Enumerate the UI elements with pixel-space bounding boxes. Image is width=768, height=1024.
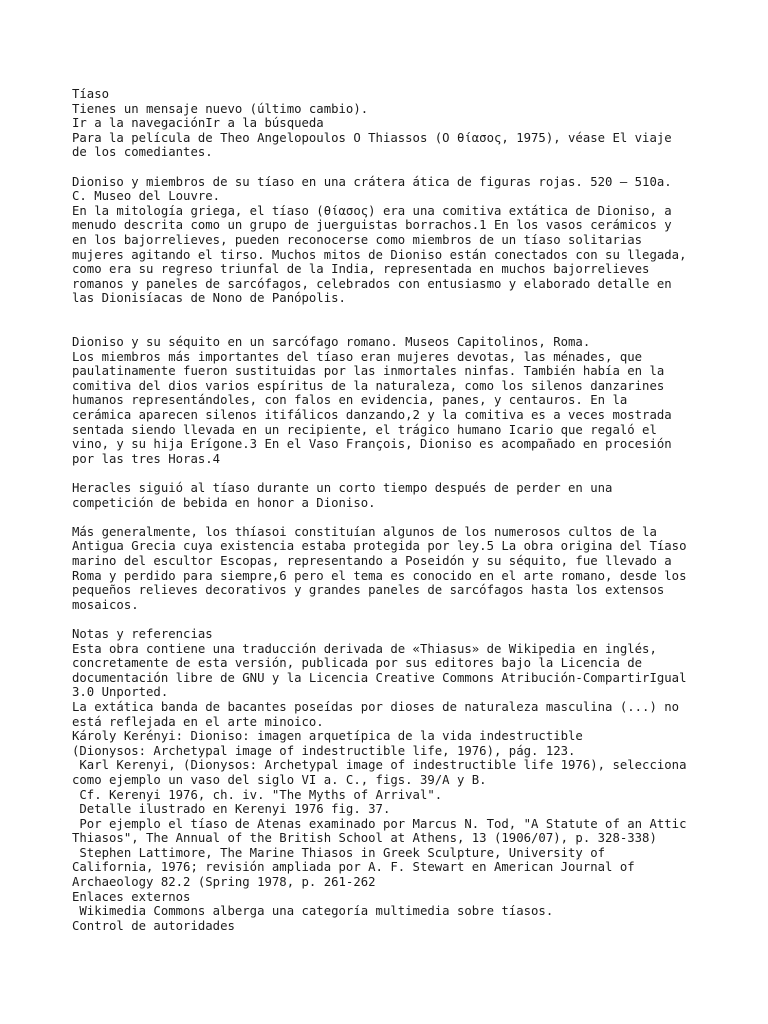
- blank-line: [72, 306, 762, 321]
- text-line: La extática banda de bacantes poseídas por dioses de naturaleza masculina (...) no: [72, 699, 680, 714]
- text-line: Los miembros más importantes del tíaso eran mujeres devotas, las ménades, que: [72, 349, 643, 364]
- blank-line: [72, 466, 762, 481]
- text-line: 3.0 Unported.: [72, 685, 169, 700]
- text-line: Heracles siguió al tíaso durante un corto tiempo después de perder en una: [72, 481, 613, 496]
- text-line: romanos y paneles de sarcófagos, celebrados con entusiasmo y elaborado detalle en: [72, 276, 672, 291]
- text-line: Enlaces externos: [72, 889, 191, 904]
- blank-line: [72, 612, 762, 627]
- text-line: marino del escultor Escopas, representando a Poseidón y su séquito, fue llevado a: [72, 554, 672, 568]
- text-line: está reflejada en el arte minoico.: [72, 714, 324, 729]
- text-line: humanos representándoles, con falos en evidencia, panes, y centauros. En la: [72, 393, 628, 408]
- text-line: sentada siendo llevada en un recipiente, el trágico humano Icario que regaló el: [72, 422, 657, 437]
- blank-line: [72, 510, 762, 525]
- text-line: Ir a la navegaciónIr a la búsqueda: [72, 116, 324, 131]
- text-line: Wikimedia Commons alberga una categoría multimedia sobre tíasos.: [72, 904, 554, 919]
- text-line: por las tres Horas.4: [72, 451, 221, 466]
- blank-line: [72, 160, 762, 175]
- text-line: Control de autoridades: [72, 918, 235, 933]
- text-line: mujeres agitando el tirso. Muchos mitos de Dioniso están conectados con su llegada,: [72, 247, 687, 262]
- text-line: Károly Kerényi: Dioniso: imagen arquetípica de la vida indestructible: [72, 729, 583, 744]
- text-line: Dioniso y su séquito en un sarcófago romano. Museos Capitolinos, Roma.: [72, 335, 591, 350]
- document-body: [72, 87, 762, 933]
- text-line: Notas y referencias: [72, 626, 213, 641]
- text-line: vino, y su hija Erígone.3 En el Vaso François, Dioniso es acompañado en procesión: [72, 437, 672, 452]
- text-line: cerámica aparecen silenos itifálicos danzando,2 y la comitiva es a veces mostrada: [72, 408, 672, 423]
- text-line: Archaeology 82.2 (Spring 1978, p. 261-262: [72, 875, 376, 890]
- text-line: Para la película de Theo Angelopoulos O Thiassos (Ο θίασος, 1975), véase El viaje: [72, 130, 672, 145]
- text-line: C. Museo del Louvre.: [72, 189, 221, 204]
- text-line: Más generalmente, los thíasoi constituían algunos de los numerosos cultos de la: [72, 524, 657, 539]
- text-line: de los comediantes.: [72, 145, 213, 160]
- text-line: Karl Kerenyi, (Dionysos: Archetypal image of indestructible life 1976), selecciona: [72, 758, 687, 773]
- text-line: pequeños relieves decorativos y grandes paneles de sarcófagos hasta los extensos: [72, 583, 665, 598]
- text-line: paulatinamente fueron sustituidas por las inmortales ninfas. También había en la: [72, 364, 665, 379]
- text-line: Stephen Lattimore, The Marine Thiasos in Greek Sculpture, University of: [72, 845, 606, 860]
- text-line: mosaicos.: [72, 597, 139, 612]
- text-line: como ejemplo un vaso del siglo VI a. C., figs. 39/A y B.: [72, 772, 487, 787]
- text-line: Cf. Kerenyi 1976, ch. iv. "The Myths of Arrival".: [72, 787, 443, 802]
- text-line: Detalle ilustrado en Kerenyi 1976 fig. 37.: [72, 802, 391, 817]
- text-line: Antigua Grecia cuya existencia estaba protegida por ley.5 La obra origina del Tíaso: [72, 539, 687, 554]
- text-line: En la mitología griega, el tíaso (θίασος) era una comitiva extática de Dioniso, a: [72, 203, 672, 218]
- text-line: documentación libre de GNU y la Licencia Creative Commons Atribución-CompartirIgual: [72, 670, 687, 685]
- text-line: California, 1976; revisión ampliada por A. F. Stewart en American Journal of: [72, 860, 635, 875]
- text-line: Tienes un mensaje nuevo (último cambio).: [72, 101, 369, 116]
- text-line: menudo descrita como un grupo de juerguistas borrachos.1 En los vasos cerámicos y: [72, 218, 672, 233]
- text-line: (Dionysos: Archetypal image of indestructible life, 1976), pág. 123.: [72, 743, 576, 758]
- text-line: Por ejemplo el tíaso de Atenas examinado por Marcus N. Tod, "A Statute of an Attic: [72, 816, 687, 831]
- text-line: las Dionisíacas de Nono de Panópolis.: [72, 291, 346, 306]
- text-line: Roma y perdido para siempre,6 pero el tema es conocido en el arte romano, desde los: [72, 568, 687, 583]
- text-line: en los bajorrelieves, pueden reconocerse como miembros de un tíaso solitarias: [72, 232, 643, 247]
- text-line: Dioniso y miembros de su tíaso en una crátera ática de figuras rojas. 520 – 510a.: [72, 174, 672, 189]
- text-line: Esta obra contiene una traducción derivada de «Thiasus» de Wikipedia en inglés,: [72, 641, 657, 656]
- text-line: concretamente de esta versión, publicada por sus editores bajo la Licencia de: [72, 656, 643, 671]
- text-line: como era su regreso triunfal de la India, representada en muchos bajorrelieves: [72, 262, 650, 277]
- blank-line: [72, 321, 762, 336]
- text-line: Tíaso: [72, 87, 110, 101]
- text-line: comitiva del dios varios espíritus de la naturaleza, como los silenos danzarines: [72, 378, 665, 393]
- text-line: competición de bebida en honor a Dioniso.: [72, 495, 376, 510]
- text-line: Thiasos", The Annual of the British School at Athens, 13 (1906/07), p. 328-338): [72, 831, 657, 846]
